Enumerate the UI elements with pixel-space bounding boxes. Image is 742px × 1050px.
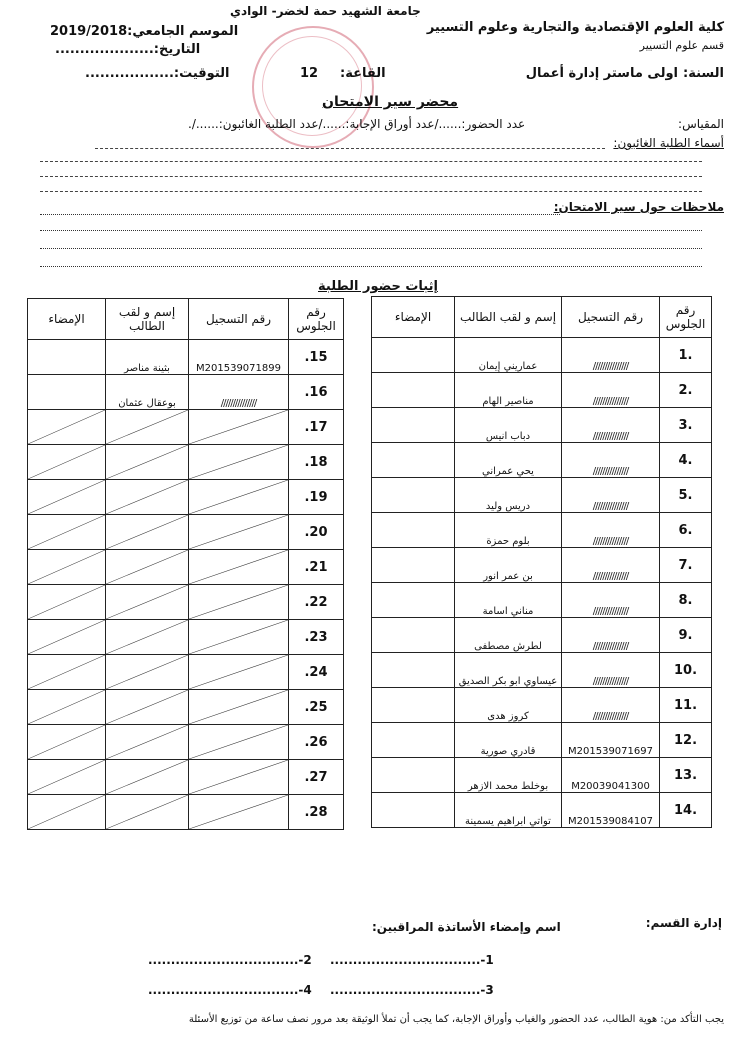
col-seat-header: رقم الجلوس — [289, 299, 344, 340]
seat-number: .16 — [289, 375, 344, 410]
seat-number: .28 — [289, 795, 344, 830]
strike-line — [106, 620, 188, 654]
strike-line — [28, 655, 105, 689]
registration-number: /////////////// — [189, 375, 289, 410]
signature-cell[interactable] — [28, 620, 106, 655]
strike-line — [189, 480, 288, 514]
absent-label: أسماء الطلبة الغائبون: — [613, 136, 724, 150]
registration-number — [189, 480, 289, 515]
strike-through-line — [28, 620, 105, 654]
student-name: لطرش مصطفى — [455, 618, 562, 653]
registration-number — [189, 550, 289, 585]
proctor-line-2: 2-................................. — [148, 953, 312, 967]
strike-line — [189, 515, 288, 549]
strike-through-line — [106, 725, 188, 759]
strike-line — [28, 480, 105, 514]
col-reg-header: رقم التسجيل — [189, 299, 289, 340]
table-row — [372, 583, 712, 618]
strike-line — [106, 515, 188, 549]
strike-through-line — [28, 760, 105, 794]
seat-number: 7. — [660, 548, 712, 583]
signature-cell[interactable] — [372, 793, 455, 828]
col-name-header: إسم و لقب الطالب — [106, 299, 189, 340]
absent-line-3 — [40, 176, 702, 177]
student-name — [106, 655, 189, 690]
registration-number — [189, 585, 289, 620]
seat-number: 8. — [660, 583, 712, 618]
student-name: مناصير الهام — [455, 373, 562, 408]
registration-number: M201539071899 — [189, 340, 289, 375]
table-row — [28, 375, 344, 410]
strike-through-line — [28, 410, 105, 444]
strike-line — [106, 690, 188, 724]
registration-number: /////////////// — [562, 618, 660, 653]
registration-number: /////////////// — [562, 548, 660, 583]
proctor-line-1: 1-................................. — [330, 953, 494, 967]
strike-through-line — [28, 515, 105, 549]
strike-line — [106, 445, 188, 479]
absent-line-1 — [95, 148, 605, 149]
strike-through-line — [189, 690, 288, 724]
seat-number: 1. — [660, 338, 712, 373]
table-header-row — [28, 299, 344, 340]
strike-line — [106, 795, 188, 829]
table-row — [372, 478, 712, 513]
seat-number: .15 — [289, 340, 344, 375]
strike-line — [28, 620, 105, 654]
col-reg-header: رقم التسجيل — [562, 297, 660, 338]
signature-cell[interactable] — [372, 338, 455, 373]
strike-line — [106, 480, 188, 514]
registration-number — [189, 725, 289, 760]
strike-through-line — [28, 585, 105, 619]
attendance-table-right — [371, 296, 712, 828]
seat-number: 2. — [660, 373, 712, 408]
seat-number: .20 — [289, 515, 344, 550]
attendance-table-left — [27, 298, 344, 830]
strike-through-line — [106, 480, 188, 514]
signature-cell[interactable] — [372, 583, 455, 618]
col-signature-header: الإمضاء — [28, 299, 106, 340]
signature-cell[interactable] — [372, 688, 455, 723]
strike-line — [28, 795, 105, 829]
strike-line — [189, 445, 288, 479]
strike-line — [106, 410, 188, 444]
proctor-line-3: 3-................................. — [330, 983, 494, 997]
strike-line — [28, 550, 105, 584]
table-row — [372, 793, 712, 828]
strike-through-line — [189, 585, 288, 619]
table-header-row — [372, 297, 712, 338]
registration-number — [189, 655, 289, 690]
registration-number — [189, 620, 289, 655]
signature-cell[interactable] — [372, 653, 455, 688]
seat-number: 3. — [660, 408, 712, 443]
faculty-name: كلية العلوم الإقتصادية والتجارية وعلوم التسيير — [426, 20, 724, 35]
strike-through-line — [106, 655, 188, 689]
signature-cell[interactable] — [28, 515, 106, 550]
registration-number: M20039041300 — [562, 758, 660, 793]
table-row — [28, 655, 344, 690]
strike-line — [189, 620, 288, 654]
footer-note: يجب التأكد من: هوية الطالب، عدد الحضور والغياب وأوراق الإجابة، كما يجب أن تملأ الوثيقة بعد مرور نصف ساعة من توزيع الأسئلة — [188, 1014, 724, 1025]
strike-line — [189, 410, 288, 444]
student-name — [106, 480, 189, 515]
absent-line-4 — [40, 191, 702, 192]
table-row — [372, 408, 712, 443]
table-row — [372, 688, 712, 723]
registration-number: M201539084107 — [562, 793, 660, 828]
report-title: محضر سير الامتحان — [322, 94, 459, 110]
registration-number: M201539071697 — [562, 723, 660, 758]
registration-number — [189, 410, 289, 445]
student-name: بوعقال عثمان — [106, 375, 189, 410]
strike-through-line — [28, 480, 105, 514]
time-field: التوقيت:.................. — [85, 66, 230, 81]
seat-number: 12. — [660, 723, 712, 758]
table-row — [28, 690, 344, 725]
strike-through-line — [189, 655, 288, 689]
notes-label: ملاحظات حول سير الامتحان: — [553, 200, 724, 214]
strike-line — [189, 760, 288, 794]
table-row — [28, 725, 344, 760]
signature-cell[interactable] — [28, 550, 106, 585]
table-row — [28, 410, 344, 445]
strike-through-line — [189, 725, 288, 759]
strike-through-line — [106, 760, 188, 794]
seat-number: .27 — [289, 760, 344, 795]
academic-season: الموسم الجامعي:2019/2018 — [50, 24, 239, 39]
strike-through-line — [28, 550, 105, 584]
signature-cell[interactable] — [372, 373, 455, 408]
signature-cell[interactable] — [372, 513, 455, 548]
seat-number: .25 — [289, 690, 344, 725]
student-name: بوخلط محمد الازهر — [455, 758, 562, 793]
seat-number: .24 — [289, 655, 344, 690]
notes-line-3 — [40, 248, 702, 249]
strike-line — [189, 550, 288, 584]
year-value: اولى ماستر إدارة أعمال — [525, 66, 678, 81]
strike-through-line — [106, 445, 188, 479]
strike-line — [106, 725, 188, 759]
notes-line-2 — [40, 230, 702, 231]
student-name — [106, 515, 189, 550]
signature-cell[interactable] — [372, 758, 455, 793]
strike-line — [106, 550, 188, 584]
seat-number: .18 — [289, 445, 344, 480]
table-row — [372, 618, 712, 653]
registration-number: /////////////// — [562, 653, 660, 688]
signature-cell[interactable] — [372, 443, 455, 478]
signature-cell[interactable] — [28, 760, 106, 795]
signature-cell[interactable] — [28, 585, 106, 620]
strike-line — [189, 585, 288, 619]
registration-number — [189, 690, 289, 725]
department-name: قسم علوم التسيير — [639, 39, 724, 52]
strike-through-line — [106, 620, 188, 654]
strike-line — [28, 760, 105, 794]
table-row — [28, 340, 344, 375]
registration-number: /////////////// — [562, 443, 660, 478]
seat-number: .17 — [289, 410, 344, 445]
student-name: يحي عمراني — [455, 443, 562, 478]
table-row — [372, 373, 712, 408]
signature-cell[interactable] — [372, 548, 455, 583]
strike-line — [28, 585, 105, 619]
registration-number: /////////////// — [562, 513, 660, 548]
table-row — [372, 548, 712, 583]
student-name — [106, 550, 189, 585]
counts-line: عدد الحضور:....../عدد أوراق الإجابة:....../عدد الطلبة الغائبون:....../. — [188, 117, 526, 131]
student-name: بثينة مناصر — [106, 340, 189, 375]
student-name: كروز هدى — [455, 688, 562, 723]
student-name: بن عمر انور — [455, 548, 562, 583]
col-seat-header: رقم الجلوس — [660, 297, 712, 338]
strike-line — [189, 655, 288, 689]
strike-through-line — [28, 725, 105, 759]
strike-line — [189, 725, 288, 759]
registration-number: /////////////// — [562, 688, 660, 723]
strike-through-line — [189, 795, 288, 829]
student-name — [106, 620, 189, 655]
university-name: جامعة الشهيد حمة لخضر- الوادي — [230, 4, 421, 18]
seat-number: 6. — [660, 513, 712, 548]
student-name: مناني اسامة — [455, 583, 562, 618]
hall-label: القاعة: — [340, 66, 386, 81]
student-name — [106, 585, 189, 620]
table-row — [28, 480, 344, 515]
seat-number: 13. — [660, 758, 712, 793]
table-row — [28, 445, 344, 480]
seat-number: 10. — [660, 653, 712, 688]
strike-through-line — [106, 550, 188, 584]
table-row — [372, 338, 712, 373]
seat-number: .23 — [289, 620, 344, 655]
attendance-title: إثبات حضور الطلبة — [318, 279, 438, 294]
student-name — [106, 690, 189, 725]
registration-number — [189, 515, 289, 550]
registration-number: /////////////// — [562, 408, 660, 443]
table-row — [372, 653, 712, 688]
signature-cell[interactable] — [28, 410, 106, 445]
strike-line — [28, 725, 105, 759]
strike-through-line — [189, 550, 288, 584]
table-row — [372, 443, 712, 478]
col-name-header: إسم و لقب الطالب — [455, 297, 562, 338]
student-name — [106, 725, 189, 760]
seat-number: .19 — [289, 480, 344, 515]
signature-cell[interactable] — [372, 478, 455, 513]
student-name: دباب انيس — [455, 408, 562, 443]
strike-line — [189, 690, 288, 724]
subject-label: المقياس: — [678, 117, 724, 131]
seat-number: 4. — [660, 443, 712, 478]
strike-through-line — [28, 445, 105, 479]
strike-through-line — [28, 655, 105, 689]
student-name — [106, 795, 189, 830]
registration-number — [189, 445, 289, 480]
table-row — [28, 585, 344, 620]
seat-number: 14. — [660, 793, 712, 828]
strike-through-line — [189, 480, 288, 514]
table-row — [28, 550, 344, 585]
strike-through-line — [189, 515, 288, 549]
signature-cell[interactable] — [372, 408, 455, 443]
proctors-label: اسم وإمضاء الأساتذة المراقبين: — [372, 920, 561, 934]
seat-number: 9. — [660, 618, 712, 653]
strike-line — [28, 515, 105, 549]
table-row — [28, 760, 344, 795]
table-row — [372, 723, 712, 758]
strike-through-line — [189, 620, 288, 654]
signature-cell[interactable] — [28, 690, 106, 725]
signature-cell[interactable] — [28, 655, 106, 690]
student-name — [106, 445, 189, 480]
table-row — [28, 515, 344, 550]
student-name: قادري صورية — [455, 723, 562, 758]
signature-cell[interactable] — [28, 340, 106, 375]
seat-number: .21 — [289, 550, 344, 585]
signature-cell[interactable] — [28, 480, 106, 515]
signature-cell[interactable] — [372, 723, 455, 758]
strike-line — [189, 795, 288, 829]
student-name: بلوم حمزة — [455, 513, 562, 548]
signature-cell[interactable] — [372, 618, 455, 653]
seat-number: 5. — [660, 478, 712, 513]
signature-cell[interactable] — [28, 795, 106, 830]
registration-number: /////////////// — [562, 478, 660, 513]
signature-cell[interactable] — [28, 375, 106, 410]
signature-cell[interactable] — [28, 725, 106, 760]
strike-line — [106, 655, 188, 689]
strike-line — [106, 585, 188, 619]
seat-number: 11. — [660, 688, 712, 723]
registration-number: /////////////// — [562, 583, 660, 618]
table-row — [28, 620, 344, 655]
strike-line — [28, 410, 105, 444]
year-label: السنة: — [683, 66, 724, 81]
strike-through-line — [189, 445, 288, 479]
strike-through-line — [106, 515, 188, 549]
absent-line-2 — [40, 161, 702, 162]
date-field: التاريخ:.................... — [55, 42, 201, 57]
signature-cell[interactable] — [28, 445, 106, 480]
proctor-line-4: 4-................................. — [148, 983, 312, 997]
registration-number — [189, 795, 289, 830]
strike-line — [28, 690, 105, 724]
strike-through-line — [106, 585, 188, 619]
hall-value: 12 — [300, 66, 319, 81]
strike-through-line — [106, 410, 188, 444]
strike-through-line — [106, 795, 188, 829]
strike-through-line — [28, 690, 105, 724]
student-name — [106, 410, 189, 445]
strike-through-line — [189, 760, 288, 794]
registration-number: /////////////// — [562, 373, 660, 408]
notes-line-1 — [40, 214, 560, 215]
student-name — [106, 760, 189, 795]
col-signature-header: الإمضاء — [372, 297, 455, 338]
student-name: عماريني إيمان — [455, 338, 562, 373]
table-row — [372, 513, 712, 548]
strike-line — [106, 760, 188, 794]
dept-admin-label: إدارة القسم: — [645, 916, 722, 930]
registration-number — [189, 760, 289, 795]
strike-line — [28, 445, 105, 479]
registration-number: /////////////// — [562, 338, 660, 373]
strike-through-line — [28, 795, 105, 829]
notes-line-4 — [40, 266, 702, 267]
table-row — [372, 758, 712, 793]
student-name: عيساوي ابو بكر الصديق — [455, 653, 562, 688]
strike-through-line — [106, 690, 188, 724]
student-name: تواتي ابراهيم يسمينة — [455, 793, 562, 828]
seat-number: .26 — [289, 725, 344, 760]
seat-number: .22 — [289, 585, 344, 620]
strike-through-line — [189, 410, 288, 444]
student-name: دريس وليد — [455, 478, 562, 513]
table-row — [28, 795, 344, 830]
